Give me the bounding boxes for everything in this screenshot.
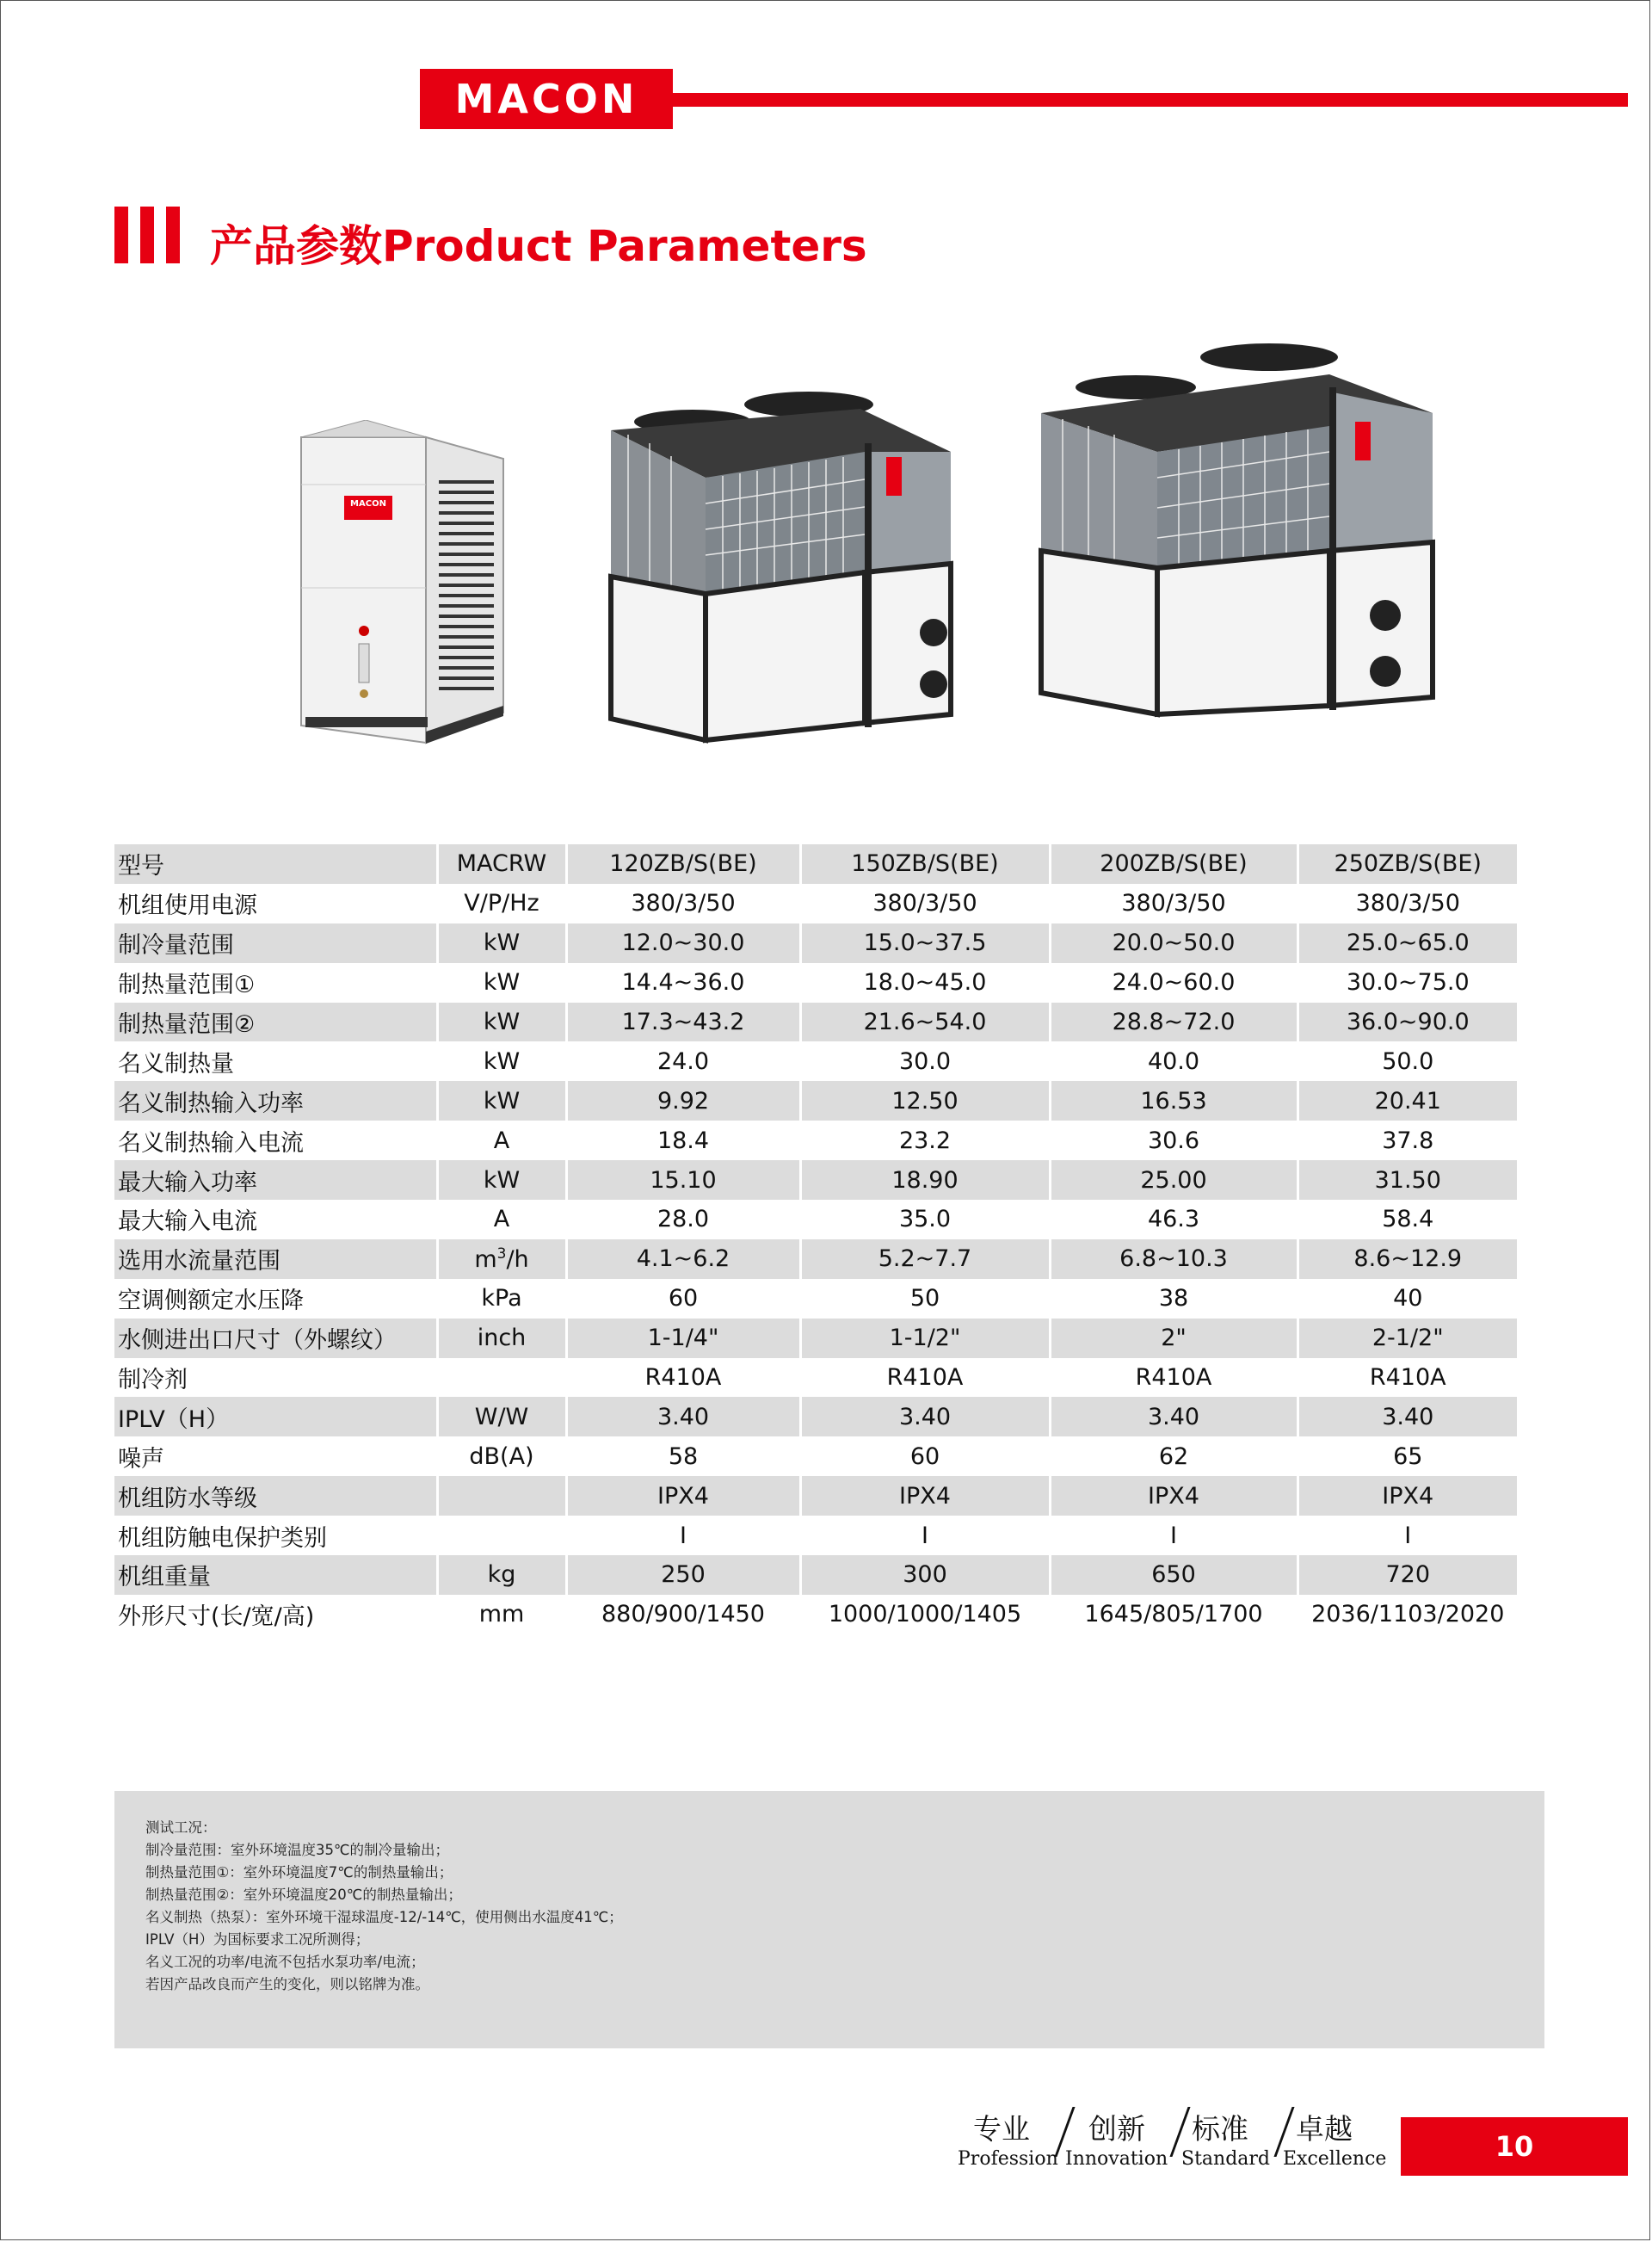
unit-cell: V/P/Hz [437,884,566,923]
note-line: 制热量范围①：室外环境温度7℃的制热量输出； [145,1864,453,1881]
value-cell: 30.0 [800,1041,1050,1081]
value-cell: 380/3/50 [800,884,1050,923]
note-line: 制冷量范围：室外环境温度35℃的制冷量输出； [145,1842,450,1858]
param-name-cell: 制冷量范围 [114,923,437,963]
slogan-cn-1: 专业 [973,2112,1030,2146]
header-red-line [673,93,1628,107]
slogan-en-1: Profession [958,2148,1058,2170]
value-cell: 4.1~6.2 [566,1239,800,1279]
note-line: 名义制热（热泵）：室外环境干湿球温度-12/-14℃，使用侧出水温度41℃； [145,1909,623,1925]
value-cell: 36.0~90.0 [1298,1003,1517,1042]
unit-cell: dB(A) [437,1436,566,1476]
value-cell: 150ZB/S(BE) [800,844,1050,884]
table-row [114,1200,1517,1239]
slogan-cn-2: 创新 [1088,2112,1145,2146]
unit-cell: kW [437,923,566,963]
value-cell: 62 [1050,1436,1298,1476]
value-cell: 35.0 [800,1200,1050,1239]
slogan-en-2: Innovation [1065,2148,1168,2170]
unit-cell: kW [437,1041,566,1081]
value-cell: IPX4 [566,1476,800,1516]
param-name-cell: 最大输入功率 [114,1160,437,1200]
param-name-cell: 最大输入电流 [118,1208,257,1236]
unit-cell: A [437,1200,566,1239]
value-cell: 880/900/1450 [566,1595,800,1634]
value-cell: 8.6~12.9 [1298,1239,1517,1279]
slogan-cn-4: 卓越 [1296,2112,1353,2146]
value-cell: 1000/1000/1405 [800,1595,1050,1634]
table-row [114,1003,1517,1042]
unit-cell [437,1516,566,1555]
value-cell: 5.2~7.7 [800,1239,1050,1279]
param-name-cell: 名义制热输入电流 [118,1129,304,1157]
table-row [114,1516,1517,1555]
value-cell: 40.0 [1050,1041,1298,1081]
value-cell: 250ZB/S(BE) [1298,844,1517,884]
value-cell: 46.3 [1050,1200,1298,1239]
value-cell: 120ZB/S(BE) [566,844,800,884]
table-row [114,1476,1517,1516]
value-cell: 25.00 [1050,1160,1298,1200]
value-cell: 18.90 [800,1160,1050,1200]
table-row [114,884,1517,923]
param-name-cell: 噪声 [118,1445,164,1473]
value-cell: 15.0~37.5 [800,923,1050,963]
value-cell: IPX4 [1050,1476,1298,1516]
value-cell: 3.40 [1298,1397,1517,1436]
param-name-cell: 水侧进出口尺寸（外螺纹） [114,1319,437,1358]
value-cell: 15.10 [566,1160,800,1200]
slogan-cn-3: 标准 [1192,2112,1248,2146]
value-cell: 37.8 [1298,1121,1517,1160]
value-cell: I [800,1516,1050,1555]
table-row [114,844,1517,884]
value-cell: 200ZB/S(BE) [1050,844,1298,884]
table-row [114,1555,1517,1595]
value-cell: R410A [566,1358,800,1398]
section-title: 产品参数Product Parameters [210,221,867,271]
table-row [114,923,1517,963]
value-cell: IPX4 [1298,1476,1517,1516]
value-cell: 1-1/2" [800,1319,1050,1358]
value-cell: 9.92 [566,1081,800,1121]
param-name-cell: IPLV（H） [114,1397,437,1436]
unit-cell: kPa [437,1279,566,1319]
value-cell: 65 [1298,1436,1517,1476]
param-name-cell: 机组重量 [114,1555,437,1595]
param-name-cell: 机组防水等级 [114,1476,437,1516]
value-cell: I [1298,1516,1517,1555]
unit-cell: A [437,1121,566,1160]
table-row [114,1319,1517,1358]
value-cell: 60 [566,1279,800,1319]
value-cell: 30.0~75.0 [1298,963,1517,1003]
param-name-cell: 名义制热量 [118,1050,234,1078]
unit-cell: kW [437,1160,566,1200]
value-cell: 1645/805/1700 [1050,1595,1298,1634]
slogan-en-4: Excellence [1283,2148,1387,2170]
value-cell: 18.0~45.0 [800,963,1050,1003]
small-unit-logo-text: MACON [350,499,386,509]
value-cell: 23.2 [800,1121,1050,1160]
spec-table [114,844,1517,1634]
value-cell: 25.0~65.0 [1298,923,1517,963]
value-cell: 60 [800,1436,1050,1476]
unit-cell: kW [437,1003,566,1042]
value-cell: IPX4 [800,1476,1050,1516]
value-cell: 21.6~54.0 [800,1003,1050,1042]
value-cell: 650 [1050,1555,1298,1595]
value-cell: 1-1/4" [566,1319,800,1358]
value-cell: 380/3/50 [1050,884,1298,923]
value-cell: 250 [566,1555,800,1595]
unit-cell: $m^3/h$ [437,1239,566,1279]
product-image-large-unit [1032,340,1437,719]
product-image-small-unit [297,420,508,751]
value-cell: I [1050,1516,1298,1555]
value-cell: 18.4 [566,1121,800,1160]
table-row [114,1239,1517,1279]
value-cell: 16.53 [1050,1081,1298,1121]
title-bars-icon [114,207,183,263]
table-row [114,1121,1517,1160]
table-row [114,1397,1517,1436]
param-name-cell: 选用水流量范围 [114,1239,437,1279]
param-name-cell: 名义制热输入功率 [114,1081,437,1121]
value-cell: 31.50 [1298,1160,1517,1200]
value-cell: 6.8~10.3 [1050,1239,1298,1279]
value-cell: 20.41 [1298,1081,1517,1121]
value-cell: 30.6 [1050,1121,1298,1160]
value-cell: 24.0 [566,1041,800,1081]
value-cell: 40 [1298,1279,1517,1319]
value-cell: 20.0~50.0 [1050,923,1298,963]
value-cell: 28.8~72.0 [1050,1003,1298,1042]
slogan-en-3: Standard [1181,2148,1270,2170]
product-image-medium-unit [602,383,955,762]
param-name-cell: 制热量范围② [114,1003,437,1042]
value-cell: 300 [800,1555,1050,1595]
unit-cell: mm [437,1595,566,1634]
note-line: 名义工况的功率/电流不包括水泵功率/电流； [145,1954,425,1970]
value-cell: 24.0~60.0 [1050,963,1298,1003]
value-cell: 380/3/50 [1298,884,1517,923]
value-cell: 3.40 [1050,1397,1298,1436]
value-cell: 50.0 [1298,1041,1517,1081]
value-cell: 720 [1298,1555,1517,1595]
value-cell: R410A [1050,1358,1298,1398]
param-name-cell: 制冷剂 [118,1367,188,1394]
value-cell: R410A [800,1358,1050,1398]
brand-logo: MACON [420,69,673,129]
table-row [114,1358,1517,1398]
unit-cell: kW [437,963,566,1003]
param-name-cell: 空调侧额定水压降 [118,1288,304,1315]
value-cell: 12.0~30.0 [566,923,800,963]
value-cell: 50 [800,1279,1050,1319]
unit-cell: inch [437,1319,566,1358]
table-row [114,963,1517,1003]
unit-cell [437,1358,566,1398]
value-cell: 38 [1050,1279,1298,1319]
param-name-cell: 外形尺寸(长/宽/高) [118,1603,315,1631]
table-row [114,1436,1517,1476]
table-row [114,1595,1517,1634]
value-cell: 380/3/50 [566,884,800,923]
note-line: 若因产品改良而产生的变化，则以铭牌为准。 [145,1976,429,1992]
note-line: IPLV（H）为国标要求工况所测得； [145,1931,370,1948]
unit-cell: MACRW [437,844,566,884]
unit-cell [437,1476,566,1516]
value-cell: 2-1/2" [1298,1319,1517,1358]
unit-cell: kW [437,1081,566,1121]
table-row [114,1279,1517,1319]
table-row [114,1041,1517,1081]
value-cell: 14.4~36.0 [566,963,800,1003]
value-cell: 2" [1050,1319,1298,1358]
value-cell: 3.40 [800,1397,1050,1436]
unit-cell: kg [437,1555,566,1595]
value-cell: 58.4 [1298,1200,1517,1239]
note-line: 测试工况： [145,1819,217,1836]
value-cell: 3.40 [566,1397,800,1436]
unit-cell: W/W [437,1397,566,1436]
footer-slogan [958,2107,1405,2176]
value-cell: I [566,1516,800,1555]
value-cell: 12.50 [800,1081,1050,1121]
table-row [114,1160,1517,1200]
page-number: 10 [1401,2117,1628,2176]
value-cell: 58 [566,1436,800,1476]
value-cell: 2036/1103/2020 [1298,1595,1517,1634]
test-conditions-notes [114,1791,1544,2048]
note-line: 制热量范围②：室外环境温度20℃的制热量输出； [145,1887,462,1903]
value-cell: R410A [1298,1358,1517,1398]
param-name-cell: 型号 [114,844,437,884]
value-cell: 28.0 [566,1200,800,1239]
param-name-cell: 机组防触电保护类别 [118,1524,327,1552]
value-cell: 17.3~43.2 [566,1003,800,1042]
table-row [114,1081,1517,1121]
param-name-cell: 制热量范围① [118,972,256,999]
param-name-cell: 机组使用电源 [118,892,257,920]
